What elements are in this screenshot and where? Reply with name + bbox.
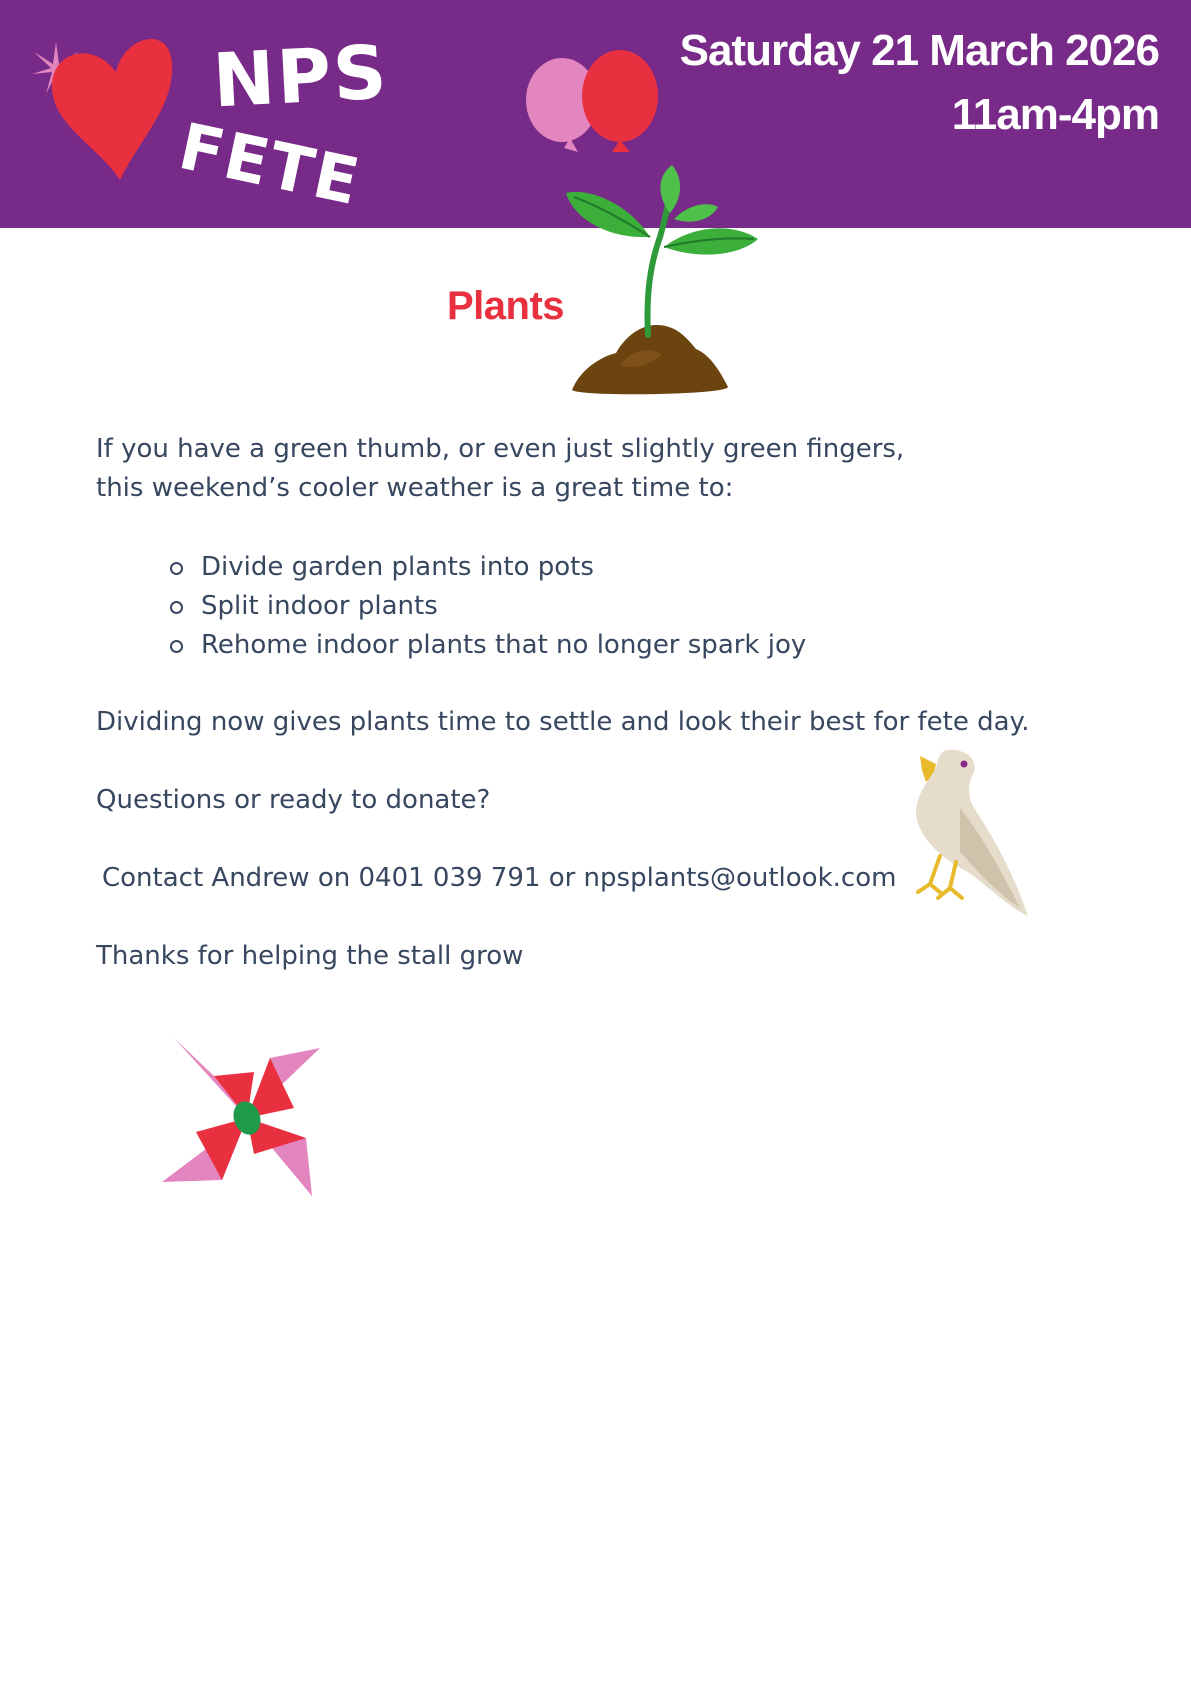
list-item	[170, 587, 806, 626]
bullet-circle-icon	[170, 640, 183, 653]
bullet-circle-icon	[170, 562, 183, 575]
balloons-icon	[520, 48, 670, 168]
cockatoo-icon	[890, 748, 1030, 923]
pinwheel-icon	[162, 1036, 332, 1201]
dividing-paragraph: Dividing now gives plants time to settle and look their best for fete day.	[96, 707, 1030, 737]
list-item-text: Rehome indoor plants that no longer spark joy	[201, 630, 807, 660]
list-item	[170, 548, 806, 587]
intro-line-2: this weekend’s cooler weather is a great time to:	[96, 473, 734, 503]
intro-line-1: If you have a green thumb, or even just slightly green fingers,	[96, 434, 905, 464]
list-item-text: Divide garden plants into pots	[201, 552, 594, 582]
logo-text-nps: NPS	[210, 29, 391, 125]
list-item	[170, 626, 806, 665]
seedling-icon	[560, 165, 760, 400]
nps-fete-logo	[28, 28, 398, 221]
logo-text-fete: FETE	[172, 110, 367, 221]
thanks-paragraph: Thanks for helping the stall grow	[96, 941, 524, 971]
list-item-text: Split indoor plants	[201, 591, 438, 621]
questions-paragraph: Questions or ready to donate?	[96, 785, 491, 815]
event-time: 11am-4pm	[951, 90, 1159, 139]
task-list	[170, 548, 806, 665]
bullet-circle-icon	[170, 601, 183, 614]
contact-paragraph: Contact Andrew on 0401 039 791 or npsplants@outlook.com	[102, 863, 897, 893]
event-date: Saturday 21 March 2026	[679, 26, 1159, 75]
intro-paragraph	[96, 430, 904, 508]
section-title: Plants	[447, 284, 565, 328]
